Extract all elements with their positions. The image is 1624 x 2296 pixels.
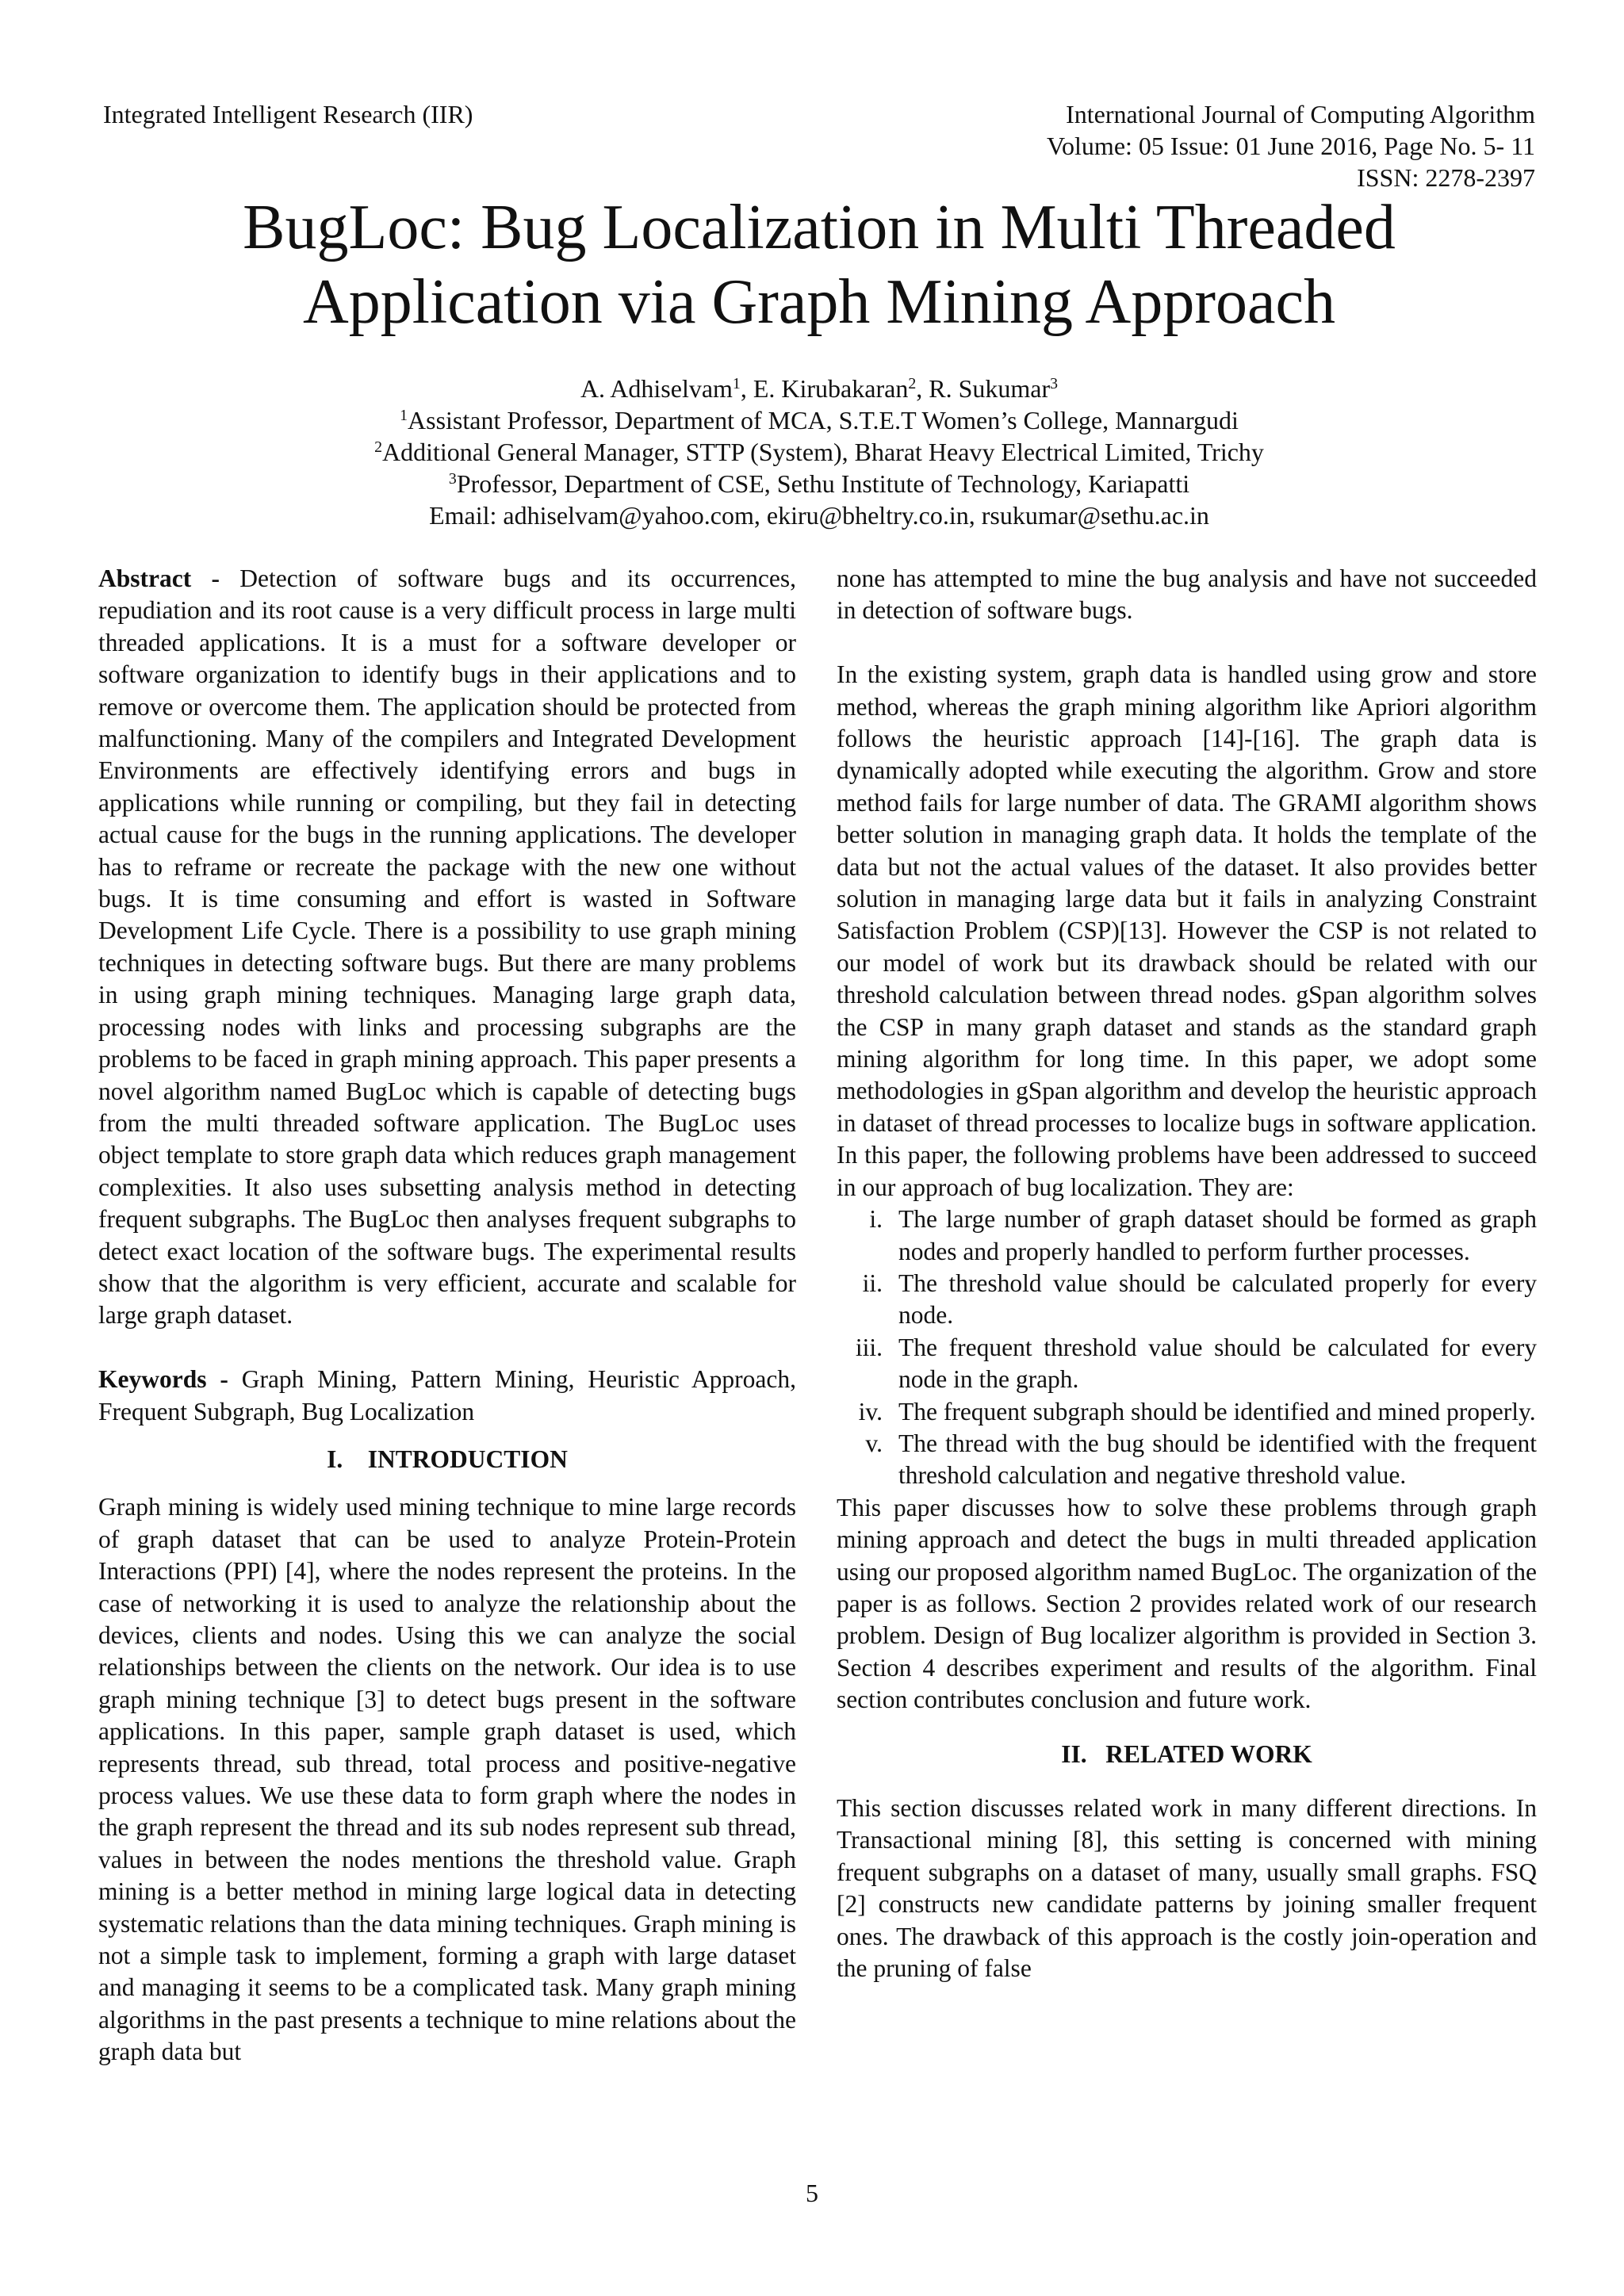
- page-number: 5: [806, 2179, 818, 2207]
- introduction-heading: I. INTRODUCTION: [327, 1445, 568, 1473]
- journal-name: International Journal of Computing Algorithm: [1066, 100, 1535, 128]
- list-item: i. The large number of graph dataset should be formed as graph nodes and properly handled to perform further processes.: [869, 1205, 1537, 1265]
- right-paragraph-2: In the existing system, graph data is handled using grow and store method, whereas the graph mining algorithm like Apriori algorithm follows the heuristic approach [14]-[16]. The graph data is dynamically adopted while executing the algorithm. Grow and store method fails for large number of data. The GRAMI algorithm shows better solution in managing graph data. It holds the template of the data but not the actual values of the dataset. It also provides better solution in managing large data but it fails in analyzing Constraint Satisfaction Problem (CSP)[13]. However the CSP is not related to our model of work but its drawback should be related with our threshold calculation between thread nodes. gSpan algorithm solves the CSP in many graph dataset and stands as the standard graph mining algorithm for long time. In this paper, we adopt some methodologies in gSpan algorithm and develop the heuristic approach in dataset of thread processes to localize bugs in software application. In this paper, the following problems have been addressed to succeed in our approach of bug localization. They are:: [837, 660, 1537, 1201]
- list-item: iv. The frequent subgraph should be identified and mined properly.: [858, 1397, 1536, 1425]
- introduction-text: Graph mining is widely used mining technique to mine large records of graph dataset that can be used to analyze Protein-Protein Interactions (PPI) [4], where the nodes represent the proteins. In the case of networking it is used to analyze the relationship about the devices, clients and nodes. Using this we can analyze the social relationships between the clients on the network. Our idea is to use graph mining technique [3] to detect bugs present in the software applications. In this paper, sample graph dataset is used, which represents thread, sub thread, total process and positive-negative process values. We use these data to form graph where the nodes in the graph represent the thread and its sub nodes represent sub thread, values in between the nodes mentions the threshold value. Graph mining is a better method in mining large logical data in detecting systematic relations than the data mining techniques. Graph mining is not a simple task to implement, forming a graph with large dataset and managing it seems to be a complicated task. Many graph mining algorithms in the past presents a technique to mine relations about the graph data but: [98, 1493, 796, 2066]
- keywords-text: Graph Mining, Pattern Mining, Heuristic Approach, Frequent Subgraph, Bug Localization: [98, 1365, 796, 1425]
- right-column: [837, 563, 1537, 1984]
- paper-title: [103, 190, 1535, 340]
- author-names: A. Adhiselvam$^1$, E. Kirubakaran$^2$, R. Sukumar$^3$: [580, 374, 1059, 403]
- volume-issue: Volume: 05 Issue: 01 June 2016, Page No. 5- 11: [1047, 132, 1535, 160]
- affiliation-1: $^1$Assistant Professor, Department of MCA, S.T.E.T Women’s College, Mannargudi: [400, 406, 1239, 434]
- title-line-2: Application via Graph Mining Approach: [303, 267, 1335, 338]
- list-item: ii. The threshold value should be calculated properly for every node.: [862, 1269, 1537, 1330]
- problem-list: [837, 1203, 1537, 1492]
- title-line-1: BugLoc: Bug Localization in Multi Threaded: [243, 193, 1396, 262]
- running-header-left: Integrated Intelligent Research (IIR): [103, 100, 473, 128]
- author-emails: Email: adhiselvam@yahoo.com, ekiru@bheltry.co.in, rsukumar@sethu.ac.in: [429, 501, 1209, 530]
- list-item: v. The thread with the bug should be identified with the frequent threshold calculation and negative threshold value.: [865, 1429, 1537, 1490]
- issn: ISSN: 2278-2397: [1357, 163, 1535, 192]
- keywords-label: Keywords -: [98, 1365, 242, 1394]
- related-work-heading: II. RELATED WORK: [1061, 1739, 1312, 1768]
- affiliation-3: $^3$Professor, Department of CSE, Sethu Institute of Technology, Kariapatti: [448, 469, 1190, 498]
- running-header-right: [1047, 98, 1535, 193]
- abstract-label: Abstract -: [98, 564, 240, 592]
- abstract-text: Detection of software bugs and its occurrences, repudiation and its root cause is a very difficult process in large multi threaded applications. It is a must for a software developer or software organization to identify bugs in their applications and to remove or overcome them. The application should be protected from malfunctioning. Many of the compilers and Integrated Development Environments are effectively identifying errors and bugs in applications while running or compiling, but they fail in detecting actual cause for the bugs in the running applications. The developer has to reframe or recreate the package with the new one without bugs. It is time consuming and effort is wasted in Software Development Life Cycle. There is a possibility to use graph mining techniques in detecting software bugs. But there are many problems in using graph mining techniques. Managing large graph data, processing nodes with links and processing subgraphs are the problems to be faced in graph mining approach. This paper presents a novel algorithm named BugLoc which is capable of detecting bugs from the multi threaded software application. The BugLoc uses object template to store graph data which reduces graph management complexities. It also uses subsetting analysis method in detecting frequent subgraphs. The BugLoc then analyses frequent subgraphs to detect exact location of the software bugs. The experimental results show that the algorithm is very efficient, accurate and scalable for large graph dataset.: [98, 564, 796, 1330]
- right-paragraph-3: This paper discusses how to solve these problems through graph mining approach and detect the bugs in multi threaded application using our proposed algorithm named BugLoc. The organization of the paper is as follows. Section 2 provides related work of our research problem. Design of Bug localizer algorithm is provided in Section 3. Section 4 describes experiment and results of the algorithm. Final section contributes conclusion and future work.: [837, 1493, 1537, 1714]
- list-item: iii. The frequent threshold value should be calculated for every node in the graph.: [855, 1333, 1537, 1394]
- related-work-text: This section discusses related work in many different directions. In Transactional mining [8], this setting is concerned with mining frequent subgraphs on a dataset of many, usually small graphs. FSQ [2] constructs new candidate patterns by joining smaller frequent ones. The drawback of this approach is the costly join-operation and the pruning of false: [837, 1794, 1537, 1983]
- affiliation-2: $^2$Additional General Manager, STTP (System), Bharat Heavy Electrical Limited, Trichy: [374, 438, 1264, 466]
- abstract: [98, 563, 796, 1332]
- left-column: [98, 563, 796, 2068]
- author-block: [103, 373, 1535, 531]
- keywords: [98, 1364, 796, 1428]
- right-paragraph-1: none has attempted to mine the bug analysis and have not succeeded in detection of software bugs.: [837, 564, 1537, 625]
